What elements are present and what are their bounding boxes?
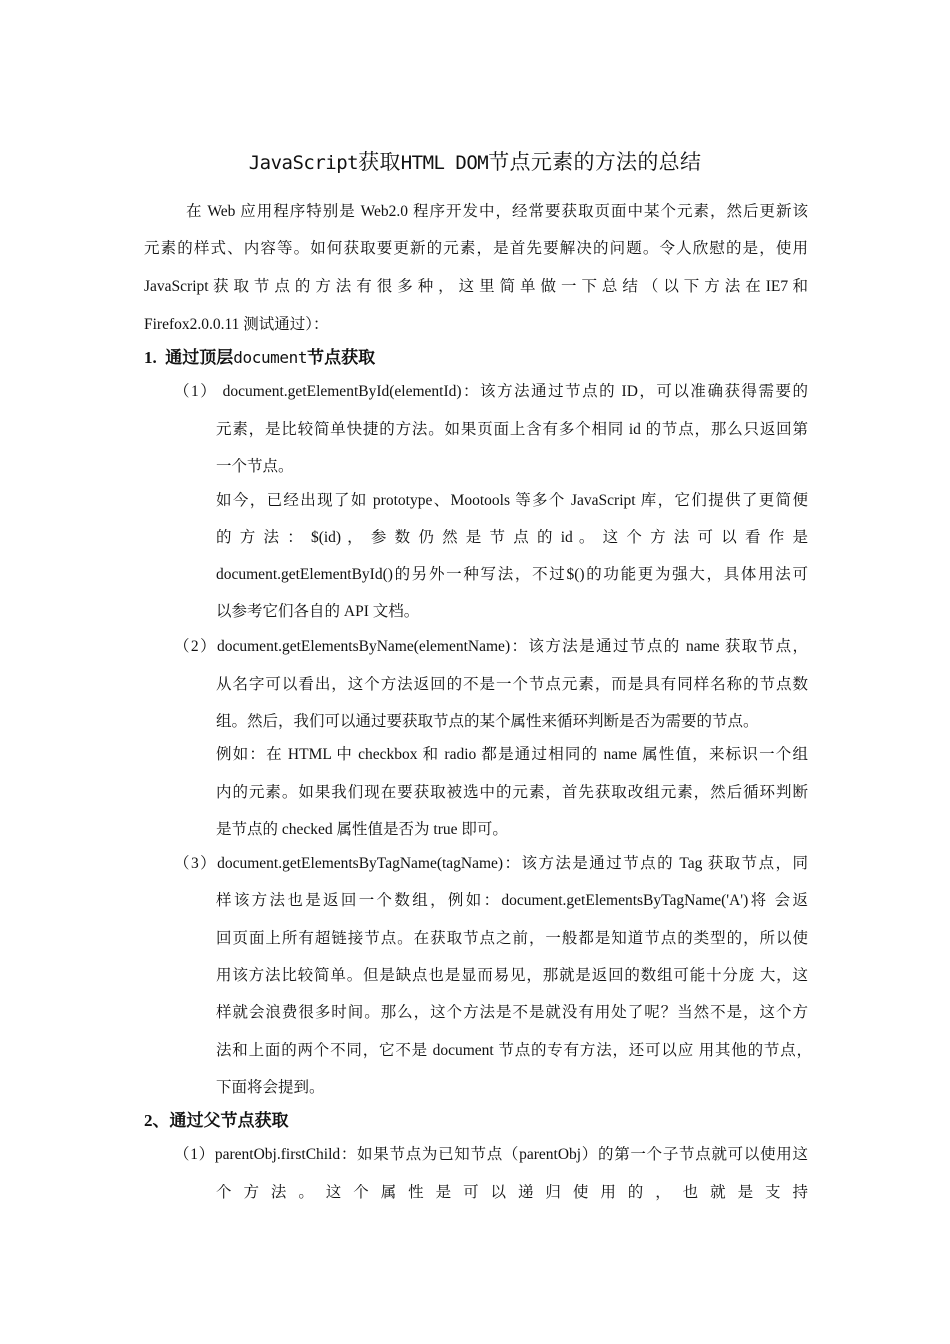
section-1-label-a: 通过顶层	[165, 348, 234, 367]
s1-item3-line-4: 用该方法比较简单。但是缺点也是显而易见，那就是返回的数组可能十分庞 大，这	[216, 967, 808, 984]
page-title	[0, 148, 950, 177]
s1-item1-note-4: 以参考它们各自的 API 文档。	[216, 603, 420, 620]
s1-item3-line-3: 回页面上所有超链接节点。在获取节点之前，一般都是知道节点的类型的，所以使	[216, 930, 808, 947]
s1-item1-line-1: （1） document.getElementById(elementId)：该方法通过节点的 ID，可以准确获得需要的	[174, 383, 808, 400]
s1-item2-line-3: 组。然后，我们可以通过要获取节点的某个属性来循环判断是否为需要的节点。	[216, 713, 759, 730]
section-1-label-b: 节点获取	[307, 348, 376, 367]
intro-line-3: JavaScript 获 取 节 点 的 方 法 有 很 多 种 ， 这 里 简 单 做 一 下 总 结 （ 以 下 方 法 在 IE7 和	[144, 278, 808, 295]
s1-item2-line-2: 从名字可以看出，这个方法返回的不是一个节点元素，而是具有同样名称的节点数	[216, 676, 808, 693]
s1-item1-line-3: 一个节点。	[216, 458, 294, 475]
section-1-number: 1.	[144, 348, 157, 367]
s1-item1-note-2: 的 方 法 ： $(id) ， 参 数 仍 然 是 节 点 的 id 。 这 个 方 法 可 以 看 作 是	[216, 529, 808, 546]
s1-item2-note-3: 是节点的 checked 属性值是否为 true 即可。	[216, 821, 508, 838]
section-1-label-mono: document	[233, 348, 308, 367]
s1-item3-line-7: 下面将会提到。	[216, 1079, 325, 1096]
intro-line-4: Firefox2.0.0.11 测试通过）：	[144, 316, 329, 333]
s1-item1-note-1: 如今，已经出现了如 prototype、Mootools 等多个 JavaScript 库，它们提供了更简便	[216, 492, 808, 509]
s1-item3-line-6: 法和上面的两个不同，它不是 document 节点的专有方法，还可以应 用其他的节点，	[216, 1042, 812, 1059]
s1-item3-line-2: 样该方法也是返回一个数组，例如：document.getElementsByTagName('A')将 会返	[216, 892, 808, 909]
s2-item1-line-2: 个 方 法 。 这 个 属 性 是 可 以 递 归 使 用 的 ， 也 就 是 支 持	[216, 1184, 808, 1201]
title-part-get: 获取	[358, 150, 401, 174]
s2-item1-line-1: （1）parentObj.firstChild：如果节点为已知节点（parentObj）的第一个子节点就可以使用这	[174, 1146, 808, 1163]
title-part-javascript: JavaScript	[248, 152, 359, 174]
title-part-html-dom: HTML DOM	[400, 152, 489, 174]
title-part-rest: 节点元素的方法的总结	[488, 150, 702, 174]
s1-item3-line-5: 样就会浪费很多时间。那么，这个方法是不是就没有用处了呢？当然不是，这个方	[216, 1004, 808, 1021]
s1-item1-line-2: 元素，是比较简单快捷的方法。如果页面上含有多个相同 id 的节点，那么只返回第	[216, 421, 808, 438]
intro-line-2: 元素的样式、内容等。如何获取要更新的元素，是首先要解决的问题。令人欣慰的是，使用	[144, 240, 808, 257]
section-2-heading: 2、通过父节点获取	[144, 1111, 289, 1130]
s1-item1-note-3: document.getElementById()的另外一种写法，不过$()的功能更为强大，具体用法可	[216, 566, 808, 583]
intro-line-1: 在 Web 应用程序特别是 Web2.0 程序开发中，经常要获取页面中某个元素，然后更新该	[186, 203, 808, 220]
s1-item2-line-1: （2）document.getElementsByName(elementName)：该方法是通过节点的 name 获取节点，	[174, 638, 808, 655]
section-1-heading	[144, 346, 375, 370]
s1-item3-line-1: （3）document.getElementsByTagName(tagName)：该方法是通过节点的 Tag 获取节点，同	[174, 855, 808, 872]
s1-item2-note-1: 例如：在 HTML 中 checkbox 和 radio 都是通过相同的 name 属性值，来标识一个组	[216, 746, 808, 763]
s1-item2-note-2: 内的元素。如果我们现在要获取被选中的元素，首先获取改组元素，然后循环判断	[216, 784, 808, 801]
